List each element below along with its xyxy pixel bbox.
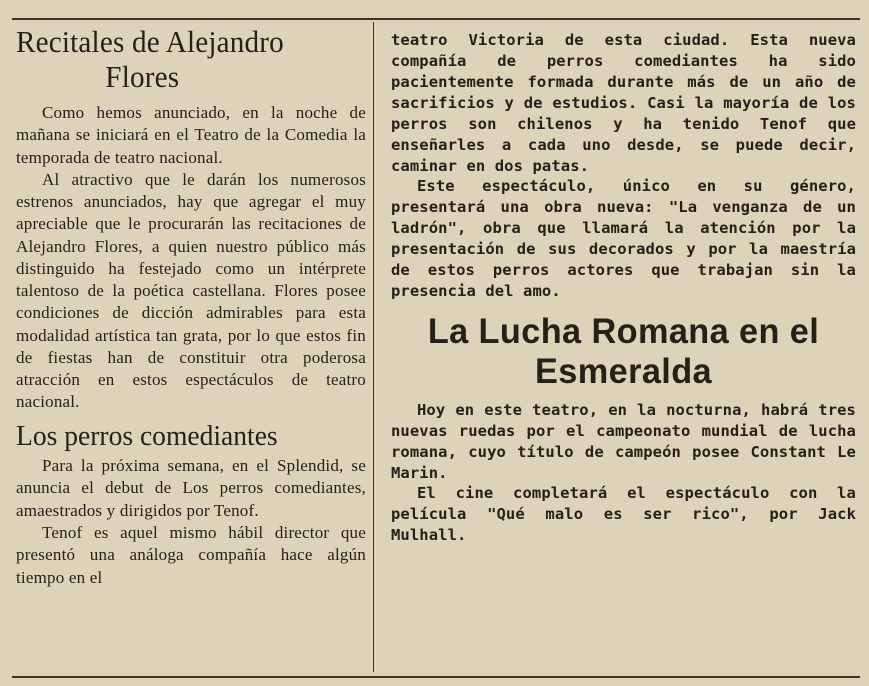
headline-lucha-romana: La Lucha Romana en el Esmeralda (427, 311, 820, 391)
article-paragraph: Hoy en este teatro, en la nocturna, habrá tres nuevas ruedas por el campeonato mundial de lucha romana, cuyo título de campeón posee Constant Le Marin. (391, 400, 856, 482)
article-paragraph: Al atractivo que le darán los numerosos estrenos anunciados, hay que agregar el muy apreciable que le procurarán las recitaciones de Alejandro Flores, a quien nuestro público más distinguido ha festejado como un intérprete talentoso de la poética castellana. Flores posee condiciones de dicción admirables para esta modalidad artística tan grata, por lo que estos fin de fiestas han de constituir otra poderosa atracción en estos espectáculos de teatro nacional. (16, 169, 366, 412)
headline-recitales-line2: Flores (105, 59, 180, 95)
left-column (16, 24, 366, 589)
article-paragraph: Para la próxima semana, en el Splendid, se anuncia el debut de Los perros comediantes, amaestrados y dirigidos por Tenof. (16, 456, 366, 520)
top-rule (12, 18, 860, 20)
article-paragraph: Como hemos anunciado, en la noche de mañana se iniciará en el Teatro de la Comedia la temporada de teatro nacional. (16, 103, 366, 167)
article-paragraph: Este espectáculo, único en su género, presentará una obra nueva: "La venganza de un ladrón", obra que llamará la atención por la presentación de sus decorados y por la maestría de estos perros actores que trabajan sin la presencia del amo. (391, 177, 856, 301)
bottom-rule (12, 676, 860, 678)
right-column (391, 30, 856, 546)
article-paragraph: El cine completará el espectáculo con la película "Qué malo es ser rico", por Jack Mulhall. (391, 484, 856, 545)
headline-recitales-line1: Recitales de Alejandro (16, 24, 284, 59)
article-paragraph: Tenof es aquel mismo hábil director que presentó una análoga compañía hace algún tiempo en el (16, 522, 366, 587)
column-divider (373, 22, 374, 672)
headline-recitales (16, 24, 345, 94)
headline-perros: Los perros comediantes (16, 419, 278, 452)
article-paragraph: teatro Victoria de esta ciudad. Esta nueva compañía de perros comediantes ha sido pacientemente formada durante más de un año de sacrificios y de estudios. Casi la mayoría de los perros son chilenos y ha tenido Tenof que enseñarles a cada uno desde, se puede decir, caminar en dos patas. (391, 31, 856, 175)
